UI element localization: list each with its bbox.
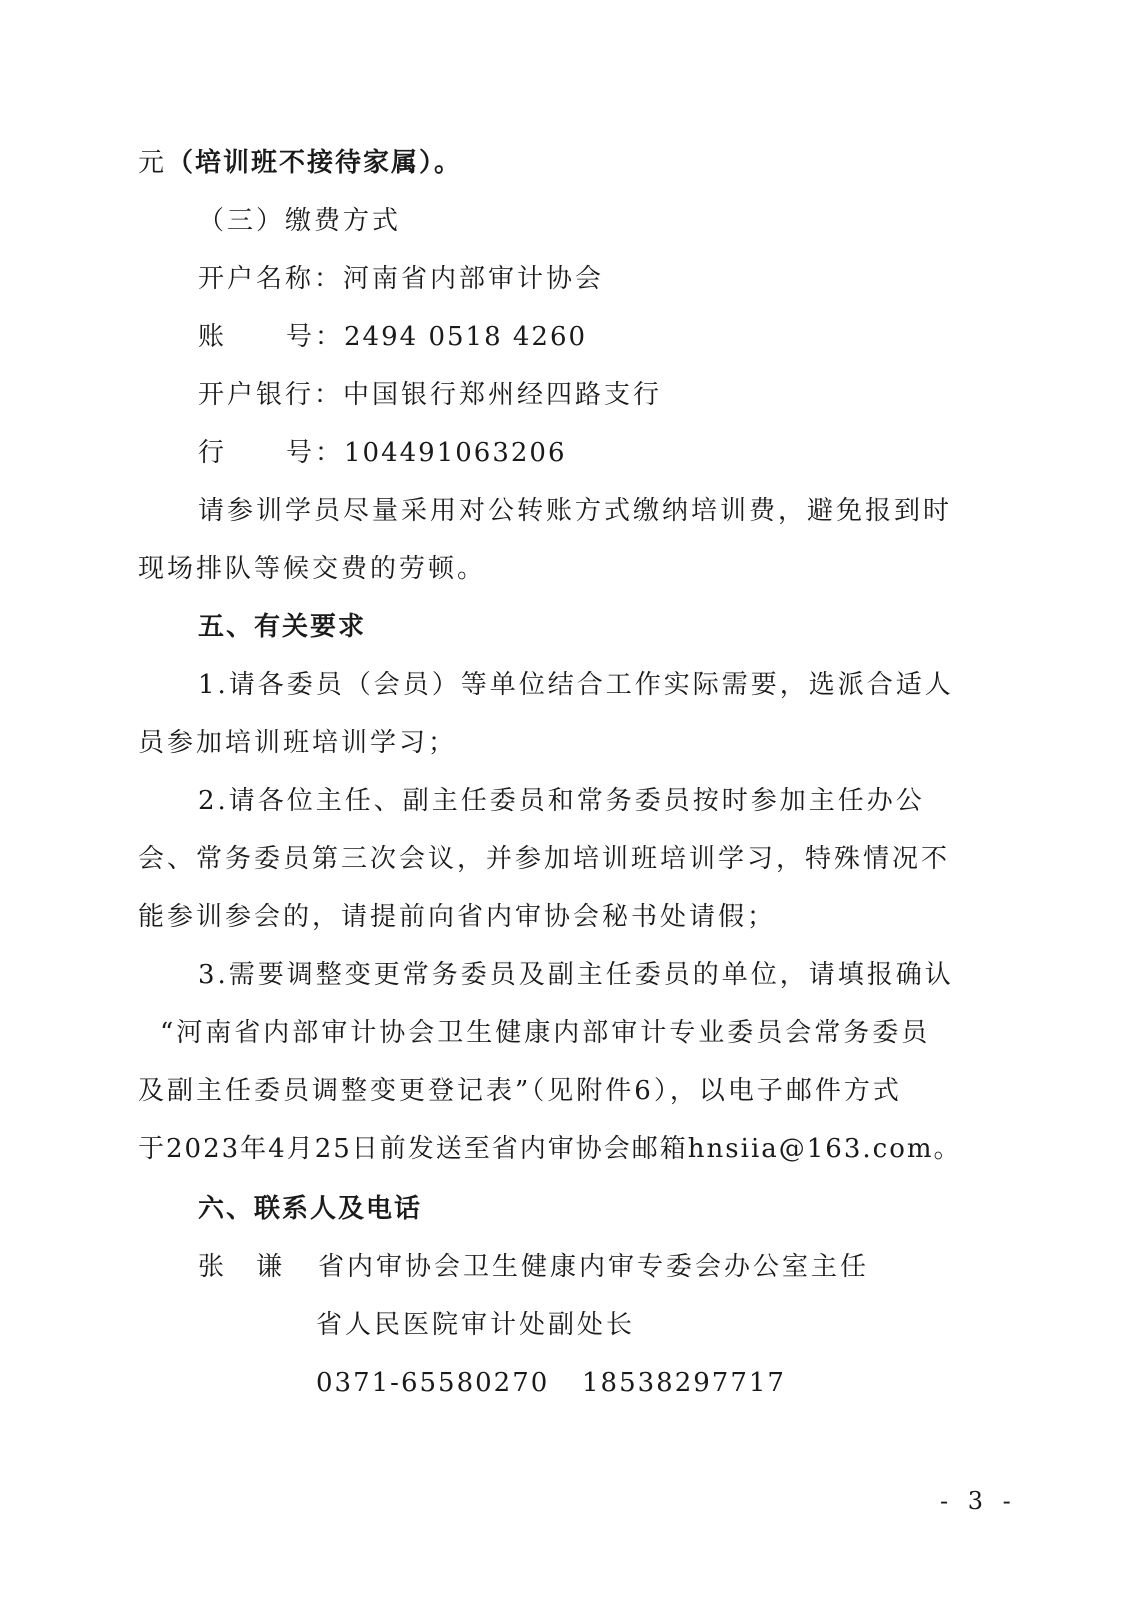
intro-bold-note: （培训班不接待家属）。	[167, 148, 463, 178]
account-number-label-a: 账	[198, 322, 228, 352]
bank-code-value: 104491063206	[344, 438, 567, 468]
section-6-title: 六、联系人及电话	[198, 1194, 423, 1224]
payment-note-line-2: 现场排队等候交费的劳顿。	[138, 554, 487, 584]
bank-code-label-a: 行	[198, 438, 228, 468]
intro-line	[138, 146, 462, 180]
requirement-2-line-1: 2.请各位主任、副主任委员和常务委员按时参加主任办公	[198, 786, 925, 816]
requirement-3-line-1: 3.需要调整变更常务委员及副主任委员的单位，请填报确认	[198, 960, 954, 990]
bank-line	[198, 378, 662, 412]
intro-prefix: 元	[138, 148, 168, 178]
requirement-3-line-3: 及副主任委员调整变更登记表”（见附件6），以电子邮件方式	[138, 1076, 902, 1106]
contact-line-1	[198, 1250, 869, 1284]
contact-title-2: 省人民医院审计处副处长	[316, 1310, 636, 1340]
requirement-3-line-4: 于2023年4月25日前发送至省内审协会邮箱hnsiia@163.com。	[138, 1134, 962, 1164]
bank-value: 中国银行郑州经四路支行	[343, 380, 663, 410]
requirement-2-line-2: 会、常务委员第三次会议，并参加培训班培训学习，特殊情况不	[138, 844, 951, 874]
account-number-value: 2494 0518 4260	[344, 322, 588, 352]
account-name-line	[198, 262, 604, 296]
bank-code-label-b: 号：	[286, 438, 345, 468]
bank-code-line	[198, 436, 567, 470]
page-number: - 3 -	[940, 1487, 1017, 1515]
contact-name-b: 谦	[256, 1252, 286, 1282]
contact-phones	[316, 1366, 786, 1400]
requirement-1-line-1: 1.请各委员（会员）等单位结合工作实际需要，选派合适人	[198, 670, 954, 700]
requirement-3-line-2: “河南省内部审计协会卫生健康内部审计专业委员会常务委员	[160, 1018, 931, 1048]
account-name-label: 开户名称：	[198, 264, 344, 294]
section-5-title: 五、有关要求	[198, 612, 367, 642]
requirement-2-line-3: 能参训参会的，请提前向省内审协会秘书处请假；	[138, 902, 777, 932]
requirement-1-line-2: 员参加培训班培训学习；	[138, 728, 458, 758]
bank-label: 开户银行：	[198, 380, 344, 410]
contact-phone-landline: 0371-65580270	[316, 1368, 550, 1398]
contact-title-1: 省内审协会卫生健康内审专委会办公室主任	[318, 1252, 870, 1282]
payment-note-line-1: 请参训学员尽量采用对公转账方式缴纳培训费，避免报到时	[198, 496, 953, 526]
account-name-value: 河南省内部审计协会	[343, 264, 605, 294]
contact-name-a: 张	[198, 1252, 228, 1282]
contact-phone-mobile: 18538297717	[582, 1368, 786, 1398]
payment-heading: （三）缴费方式	[198, 206, 402, 236]
account-number-line	[198, 320, 587, 354]
account-number-label-b: 号：	[286, 322, 345, 352]
